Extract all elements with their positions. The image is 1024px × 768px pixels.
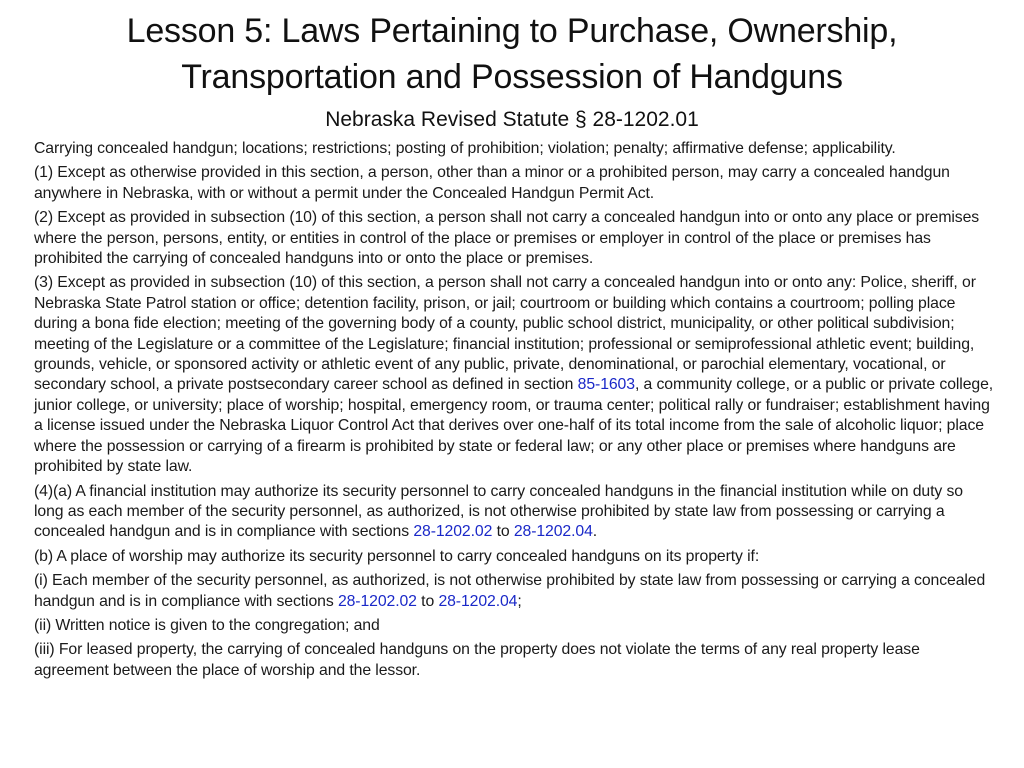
link-28-1202-04[interactable]: 28-1202.04 (438, 592, 518, 610)
paragraph-3 (34, 273, 994, 477)
paragraph-4a (34, 482, 994, 543)
statute-body (34, 139, 994, 685)
link-28-1202-02[interactable]: 28-1202.02 (337, 592, 417, 610)
paragraph-4b-i-to: to (416, 592, 439, 610)
paragraph-2: (2) Except as provided in subsection (10) of this section, a person shall not carry a concealed handgun into or onto any place or premises where the person, persons, entity, or entities in control of the place or premises or employer in control of the place or premises has prohibited the carrying of concealed handguns into or onto the place or premises. (34, 209, 980, 268)
statute-subtitle: Nebraska Revised Statute § 28-1202.01 (325, 108, 699, 131)
paragraph-4b-ii: (ii) Written notice is given to the congregation; and (34, 616, 380, 634)
paragraph-3-text-b: , a community college, or a public or private college, junior college, or university; place of worship; hospital, emergency room, or trauma center; political rally or fundraiser; establishment having a license issued under the Nebraska Liquor Control Act that derives over one-half of its total income from the sale of alcoholic liquor; place where the possession or carrying of a firearm is prohibited by state or federal law; or any other place or premises where handguns are prohibited by state law. (34, 376, 994, 476)
slide-title-line-2: Transportation and Possession of Handguns (181, 58, 843, 96)
link-28-1202-02[interactable]: 28-1202.02 (413, 523, 493, 541)
slide-title-line-1: Lesson 5: Laws Pertaining to Purchase, Ownership, (126, 12, 898, 50)
slide-title (0, 8, 1024, 100)
paragraph-1: (1) Except as otherwise provided in this section, a person, other than a minor or a prohibited person, may carry a concealed handgun anywhere in Nebraska, with or without a permit under the Concealed Handgun Permit Act. (34, 164, 950, 202)
link-28-1202-04[interactable]: 28-1202.04 (513, 523, 593, 541)
paragraph-4b: (b) A place of worship may authorize its security personnel to carry concealed handguns on its property if: (34, 547, 760, 565)
link-85-1603[interactable]: 85-1603 (577, 376, 635, 394)
paragraph-4a-text: (4)(a) A financial institution may authorize its security personnel to carry concealed handguns in the financial institution while on duty so long as each member of the security personnel, as authorized, is not otherwise prohibited by state law from possessing or carrying a concealed handgun and is in compliance with sections (34, 482, 963, 541)
statute-heading: Carrying concealed handgun; locations; restrictions; posting of prohibition; violation; penalty; affirmative defense; applicability. (34, 140, 896, 157)
paragraph-4b-iii: (iii) For leased property, the carrying of concealed handguns on the property does not violate the terms of any real property lease agreement between the place of worship and the lessor. (34, 641, 920, 679)
paragraph-4a-to: to (492, 523, 514, 541)
paragraph-4b-i-end: ; (517, 592, 522, 610)
paragraph-4a-end: . (592, 523, 598, 541)
paragraph-4b-i (34, 571, 994, 612)
paragraph-3-text-a: (3) Except as provided in subsection (10) of this section, a person shall not carry a concealed handgun into or onto any: Police, sheriff, or Nebraska State Patrol station or office; detention facility, prison, or jail; courtroom or building which contains a courtroom; polling place during a bona fide election; meeting of the governing body of a county, public school district, municipality, or other political subdivision; meeting of the Legislature or a committee of the Legislature; financial institution; professional or semiprofessional athletic event; building, grounds, vehicle, or sponsored activity or athletic event of any public, private, denominational, or parochial elementary, vocational, or secondary school, a private postsecondary career school as defined in section (34, 274, 976, 394)
paragraph-4b-i-text: (i) Each member of the security personnel, as authorized, is not otherwise prohibited by state law from possessing or carrying a concealed handgun and is in compliance with sections (34, 572, 986, 610)
